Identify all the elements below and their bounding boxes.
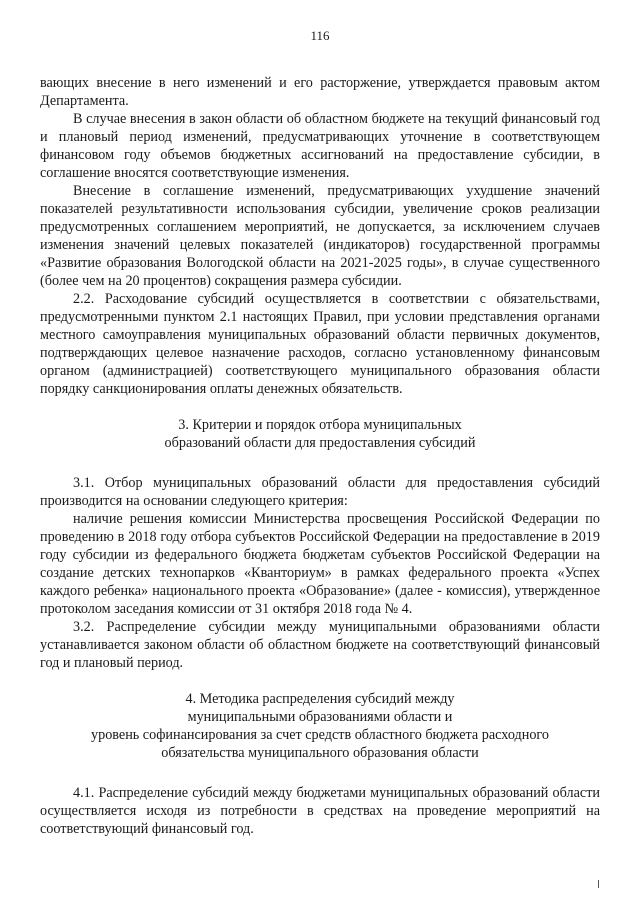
document-body — [40, 74, 600, 838]
section-4-heading-line-3: уровень софинансирования за счет средств областного бюджета расходного — [91, 727, 549, 743]
scan-mark — [598, 880, 599, 888]
section-3-heading-line-2: образований области для предоставления субсидий — [164, 435, 476, 451]
section-3-heading-line-1: 3. Критерии и порядок отбора муниципальных — [178, 417, 462, 433]
paragraph-3-2: 3.2. Распределение субсидии между муниципальными образованиями области устанавливается законом области об областном бюджете на соответствующий финансовый год и плановый период. — [40, 619, 600, 671]
section-4-heading-line-1: 4. Методика распределения субсидий между — [185, 691, 455, 707]
section-4-heading-line-2: муниципальными образованиями области и — [187, 709, 453, 725]
paragraph-4-1: 4.1. Распределение субсидий между бюджетами муниципальных образований области осуществляется исходя из потребности в средствах на проведение мероприятий на соответствующий финансовый год. — [40, 785, 600, 837]
paragraph-agreement-changes: Внесение в соглашение изменений, предусматривающих ухудшение значений показателей результативности использования субсидии, увеличение сроков реализации предусмотренных соглашением мероприятий, не допускается, за исключением случаев изменения значений целевых показателей (индикаторов) государственной программы «Развитие образования Вологодской области на 2021-2025 годы», в случае существенного (более чем на 20 процентов) сокращения размера субсидии. — [40, 183, 600, 289]
paragraph-budget-changes: В случае внесения в закон области об областном бюджете на текущий финансовый год и плановый период изменений, предусматривающих уточнение в соответствующем финансовом году объемов бюджетных ассигнований на предоставление субсидии, в соглашение вносятся соответствующие изменения. — [40, 111, 600, 181]
section-4-heading-line-4: обязательства муниципального образования области — [161, 745, 479, 761]
section-3-heading — [40, 416, 600, 452]
paragraph-2-2: 2.2. Расходование субсидий осуществляется в соответствии с обязательствами, предусмотренными пунктом 2.1 настоящих Правил, при условии представления органами местного самоуправления муниципальных образований области первичных документов, подтверждающих целевое назначение расходов, согласно установленному финансовым органом (администрацией) соответствующего муниципального образования области порядку санкционирования оплаты денежных обязательств. — [40, 291, 600, 397]
paragraph-3-1: 3.1. Отбор муниципальных образований области для предоставления субсидий производится на основании следующего критерия: — [40, 475, 600, 509]
paragraph-continuation: вающих внесение в него изменений и его расторжение, утверждается правовым актом Департамента. — [40, 75, 600, 109]
page-number: 116 — [310, 28, 330, 43]
section-4-heading — [40, 690, 600, 762]
paragraph-criterion: наличие решения комиссии Министерства просвещения Российской Федерации по проведению в 2018 году отбора субъектов Российской Федерации на предоставление в 2019 году субсидии из федерального бюджета бюджетам субъектов Российской Федерации на создание детских технопарков «Кванториум» в рамках федерального проекта «Успех каждого ребенка» национального проекта «Образование» (далее - комиссия), утвержденное протоколом заседания комиссии от 31 октября 2018 года № 4. — [40, 511, 600, 617]
